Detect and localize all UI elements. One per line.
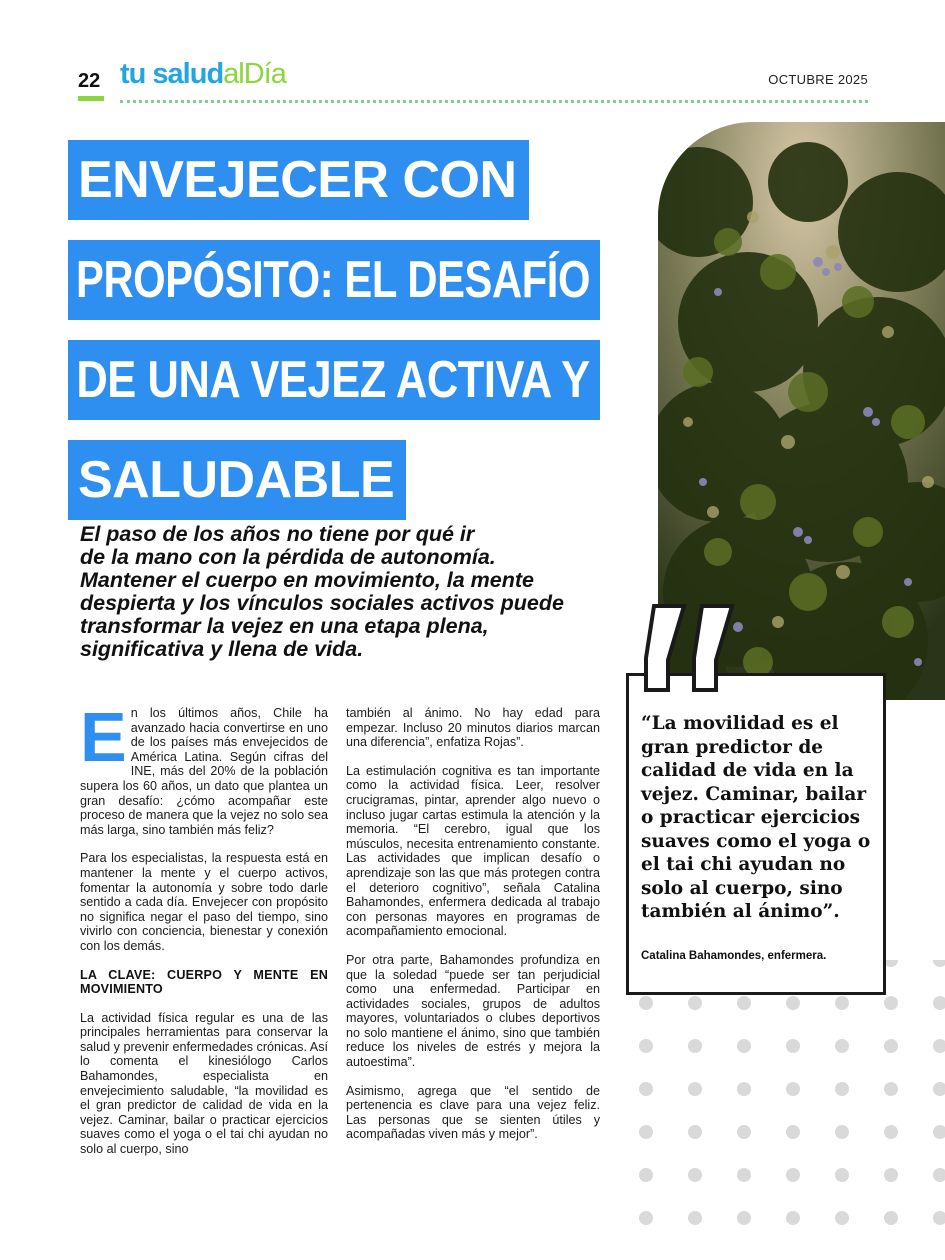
body-paragraph: Para los especialistas, la respuesta está en mantener la mente y el cuerpo activos, fomentar la autonomía y sobre todo darle sentido a cada día. Envejecer con propósito no significa negar el paso del tiempo, sino vivirlo con conciencia, bienestar y conexión con los demás. xyxy=(80,851,328,953)
decorative-dot xyxy=(688,996,702,1010)
decorative-dot xyxy=(639,1039,653,1053)
decorative-dot xyxy=(884,1125,898,1139)
quote-marks-icon xyxy=(640,600,750,695)
dropcap-letter: E xyxy=(80,698,127,776)
lead-line-5: transformar la vejez en una etapa plena, xyxy=(80,614,489,638)
pullquote-text: “La movilidad es el gran predictor de calidad de vida en la vejez. Caminar, bailar o practicar ejercicios suaves como el yoga o el tai chi ayudan no solo al cuerpo, sino también al ánimo”. xyxy=(641,713,871,922)
decorative-dot xyxy=(737,1211,751,1225)
body-paragraph: La actividad física regular es una de las principales herramientas para conservar la salud y prevenir enfermedades crónicas. Así lo comenta el kinesiólogo Carlos Bahamondes, especialista en envejecimiento saludable, “la movilidad es el gran predictor de calidad de vida en la vejez. Caminar, bailar o practicar ejercicios suaves como el yoga o el tai chi ayudan no solo al cuerpo, sino xyxy=(80,1010,328,1157)
decorative-dot xyxy=(884,1039,898,1053)
lead-line-3: Mantener el cuerpo en movimiento, la mente xyxy=(80,568,534,592)
decorative-dot xyxy=(884,996,898,1010)
decorative-dot xyxy=(786,1125,800,1139)
brand-part-1: tu salud xyxy=(120,58,224,90)
title-line-3: DE UNA VEJEZ ACTIVA Y xyxy=(68,340,600,420)
page-number-underline xyxy=(78,96,104,101)
decorative-dot xyxy=(786,1082,800,1096)
decorative-dot xyxy=(688,1168,702,1182)
decorative-dot xyxy=(786,1039,800,1053)
decorative-dot xyxy=(737,996,751,1010)
decorative-dot xyxy=(688,1039,702,1053)
lead-line-2: de la mano con la pérdida de autonomía. xyxy=(80,545,496,569)
decorative-dot xyxy=(884,1082,898,1096)
body-column-1 xyxy=(80,698,328,1171)
decorative-dot xyxy=(639,1125,653,1139)
decorative-dots-grid xyxy=(636,960,945,1260)
page-number: 22 xyxy=(78,70,101,92)
decorative-dot xyxy=(933,1125,945,1139)
decorative-dot xyxy=(688,1125,702,1139)
decorative-dot xyxy=(786,1168,800,1182)
decorative-dot xyxy=(933,1082,945,1096)
decorative-dot xyxy=(835,1125,849,1139)
body-paragraph: Por otra parte, Bahamondes profundiza en que la soledad “puede ser tan perjudicial como una enfermedad. Participar en actividades sociales, grupos de adultos mayores, voluntariados o clubes deportivos no solo mantiene el ánimo, sino que también reduce los niveles de estrés y mejora la autoestima”. xyxy=(346,952,600,1070)
decorative-dot xyxy=(639,1211,653,1225)
body-paragraph xyxy=(80,698,328,837)
title-line-4: SALUDABLE xyxy=(68,440,406,520)
decorative-dot xyxy=(639,1082,653,1096)
section-subhead: LA CLAVE: CUERPO Y MENTE EN MOVIMIENTO xyxy=(80,967,328,997)
decorative-dot xyxy=(786,1211,800,1225)
brand-part-2: alDía xyxy=(223,58,286,90)
lead-line-1: El paso de los años no tiene por qué ir xyxy=(80,522,475,546)
decorative-dot xyxy=(835,1082,849,1096)
body-paragraph: también al ánimo. No hay edad para empezar. Incluso 20 minutos diarios marcan una diferencia”, enfatiza Rojas”. xyxy=(346,706,600,750)
decorative-dot xyxy=(933,1168,945,1182)
title-line-2: PROPÓSITO: EL DESAFÍO xyxy=(68,240,600,320)
article-title xyxy=(68,140,608,540)
lead-line-6: significativa y llena de vida. xyxy=(80,637,364,661)
paragraph-text: n los últimos años, Chile ha avanzado hacia convertirse en uno de los países más envejecidos de América Latina. Según cifras del INE, más del 20% de la población supera los 60 años, un dato que plantea un gran desafío: ¿cómo acompañar este proceso de manera que la vejez no solo sea más larga, sino también más feliz? xyxy=(80,706,328,837)
decorative-dot xyxy=(884,1211,898,1225)
body-paragraph: Asimismo, agrega que “el sentido de pertenencia es clave para una vejez feliz. Las personas que se sienten útiles y acompañadas viven más y mejor”. xyxy=(346,1083,600,1142)
decorative-dot xyxy=(884,1168,898,1182)
lead-line-4: despierta y los vínculos sociales activos puede xyxy=(80,591,564,615)
decorative-dot xyxy=(884,960,898,967)
decorative-dot xyxy=(786,996,800,1010)
article-lead xyxy=(80,523,600,661)
decorative-dot xyxy=(688,1082,702,1096)
title-line-1: ENVEJECER CON xyxy=(68,140,529,220)
pullquote-author: Catalina Bahamondes, enfermera. xyxy=(641,950,827,962)
decorative-dot xyxy=(835,1039,849,1053)
decorative-dot xyxy=(737,1168,751,1182)
decorative-dot xyxy=(933,996,945,1010)
decorative-dot xyxy=(835,1168,849,1182)
decorative-dot xyxy=(933,1039,945,1053)
decorative-dot xyxy=(737,1125,751,1139)
decorative-dot xyxy=(737,1039,751,1053)
header-dotted-rule xyxy=(120,100,868,103)
decorative-dot xyxy=(737,1082,751,1096)
decorative-dot xyxy=(933,1211,945,1225)
body-column-2 xyxy=(346,706,600,1156)
decorative-dot xyxy=(835,1211,849,1225)
decorative-dot xyxy=(688,1211,702,1225)
decorative-dot xyxy=(639,996,653,1010)
body-paragraph: La estimulación cognitiva es tan importante como la actividad física. Leer, resolver crucigramas, pintar, aprender algo nuevo o incluso jugar cartas estimula la atención y la memoria. “El cerebro, igual que los músculos, necesita entrenamiento constante. Las actividades que implican desafío o aprendizaje son las que más protegen contra el deterioro cognitivo”, señala Catalina Bahamondes, enfermera dedicada al trabajo con personas mayores en programas de acompañamiento emocional. xyxy=(346,763,600,939)
decorative-dot xyxy=(835,996,849,1010)
decorative-dot xyxy=(639,1168,653,1182)
decorative-dot xyxy=(933,960,945,967)
brand-logo xyxy=(120,58,286,91)
issue-date: OCTUBRE 2025 xyxy=(768,72,868,87)
